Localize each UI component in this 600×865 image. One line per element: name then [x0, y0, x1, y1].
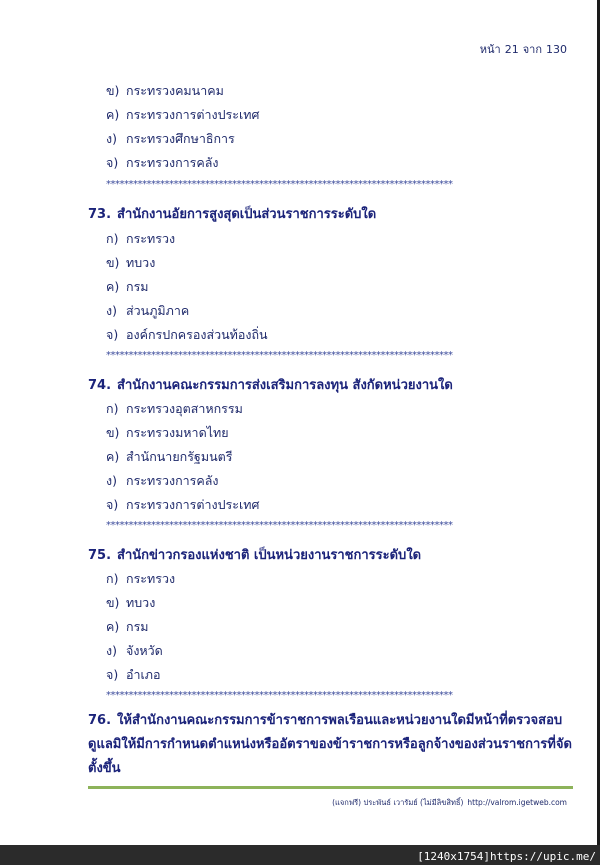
choice-label: ก) — [106, 571, 119, 586]
choice-item — [106, 495, 259, 515]
choice-label: จ) — [106, 327, 119, 342]
choice-label: ค) — [106, 619, 120, 634]
footer-url: http://valrom.igetweb.com — [467, 798, 567, 807]
question-number: 76. — [88, 713, 112, 728]
choice-label: ค) — [106, 279, 120, 294]
choice-item — [106, 471, 219, 491]
question-number: 74. — [88, 378, 112, 393]
choice-label: ข) — [106, 425, 120, 440]
question-text: สำนักงานคณะกรรมการส่งเสริมการลงทุน สังกัดหน่วยงานใด — [117, 378, 453, 393]
question-text: สำนักงานอัยการสูงสุดเป็นส่วนราชการระดับใด — [117, 207, 377, 222]
choice-text: กระทรวงการคลัง — [126, 155, 219, 170]
choice-label: จ) — [106, 155, 119, 170]
footer-credit-text: (แจกฟรี) ประพันธ์ เวารัมย์ (ไม่มีลิขสิทธิ์) — [332, 798, 464, 807]
choice-label: ข) — [106, 83, 120, 98]
choice-item — [106, 641, 163, 661]
page-current: 21 — [504, 43, 519, 56]
question-heading — [88, 374, 453, 395]
choice-label: ค) — [106, 449, 120, 464]
choice-text: กระทรวงคมนาคม — [126, 83, 224, 98]
separator: ***************************************************************************** — [106, 350, 453, 361]
choice-item — [106, 569, 175, 589]
page-total: 130 — [546, 43, 567, 56]
choice-label: ข) — [106, 255, 120, 270]
choice-item — [106, 423, 229, 443]
choice-item — [106, 253, 155, 273]
choice-text: กระทรวงศึกษาธิการ — [126, 131, 235, 146]
choice-text: กระทรวงการต่างประเทศ — [126, 107, 260, 122]
footer-divider — [88, 786, 573, 789]
page-label: หน้า — [479, 43, 501, 56]
choice-text: สำนักนายกรัฐมนตรี — [126, 449, 233, 464]
question-text: สำนักข่าวกรองแห่งชาติ เป็นหน่วยงานราชการระดับใด — [117, 548, 422, 563]
choice-item — [106, 301, 189, 321]
question-number: 75. — [88, 548, 112, 563]
choice-label: ง) — [106, 643, 117, 658]
question-text: ให้สำนักงานคณะกรรมการข้าราชการพลเรือนและหน่วยงานใดมีหน้าที่ตรวจสอบดูแลมิให้มีการกำหนดตำแหน่งหรืออัตราของข้าราชการหรือลูกจ้างของส่วนราชการที่จัดตั้งขึ้น — [88, 713, 572, 776]
page-of-label: จาก — [522, 43, 542, 56]
image-host-watermark: [1240x1754]https://upic.me/ — [417, 850, 596, 863]
choice-item — [106, 153, 219, 173]
choice-text: อำเภอ — [126, 667, 161, 682]
choice-text: กรม — [126, 619, 149, 634]
choice-item — [106, 593, 155, 613]
page-number — [476, 40, 567, 58]
choice-label: ง) — [106, 473, 117, 488]
choice-label: จ) — [106, 667, 119, 682]
footer-credit — [328, 797, 567, 809]
choice-text: กระทรวงการต่างประเทศ — [126, 497, 260, 512]
question-heading — [88, 709, 578, 781]
choice-text: กระทรวง — [126, 231, 176, 246]
choice-label: ง) — [106, 303, 117, 318]
choice-text: กระทรวงมหาดไทย — [126, 425, 229, 440]
choice-label: ข) — [106, 595, 120, 610]
choice-label: ง) — [106, 131, 117, 146]
separator: ***************************************************************************** — [106, 520, 453, 531]
choice-text: ส่วนภูมิภาค — [126, 303, 190, 318]
choice-item — [106, 399, 243, 419]
choice-label: ค) — [106, 107, 120, 122]
choice-text: จังหวัด — [126, 643, 163, 658]
choice-text: กระทรวงการคลัง — [126, 473, 219, 488]
choice-item — [106, 277, 149, 297]
question-number: 73. — [88, 207, 112, 222]
choice-item — [106, 617, 149, 637]
choice-item — [106, 325, 268, 345]
choice-item — [106, 81, 224, 101]
choice-label: ก) — [106, 401, 119, 416]
choice-text: องค์กรปกครองส่วนท้องถิ่น — [126, 327, 268, 342]
choice-item — [106, 129, 235, 149]
choice-text: กระทรวง — [126, 571, 176, 586]
choice-item — [106, 229, 175, 249]
choice-text: กระทรวงอุตสาหกรรม — [126, 401, 243, 416]
choice-text: กรม — [126, 279, 149, 294]
choice-label: ก) — [106, 231, 119, 246]
separator: ***************************************************************************** — [106, 179, 453, 190]
choice-text: ทบวง — [126, 595, 156, 610]
choice-label: จ) — [106, 497, 119, 512]
separator: ***************************************************************************** — [106, 690, 453, 701]
question-heading — [88, 544, 421, 565]
question-heading — [88, 203, 376, 224]
choice-item — [106, 665, 161, 685]
choice-text: ทบวง — [126, 255, 156, 270]
choice-item — [106, 447, 232, 467]
choice-item — [106, 105, 259, 125]
